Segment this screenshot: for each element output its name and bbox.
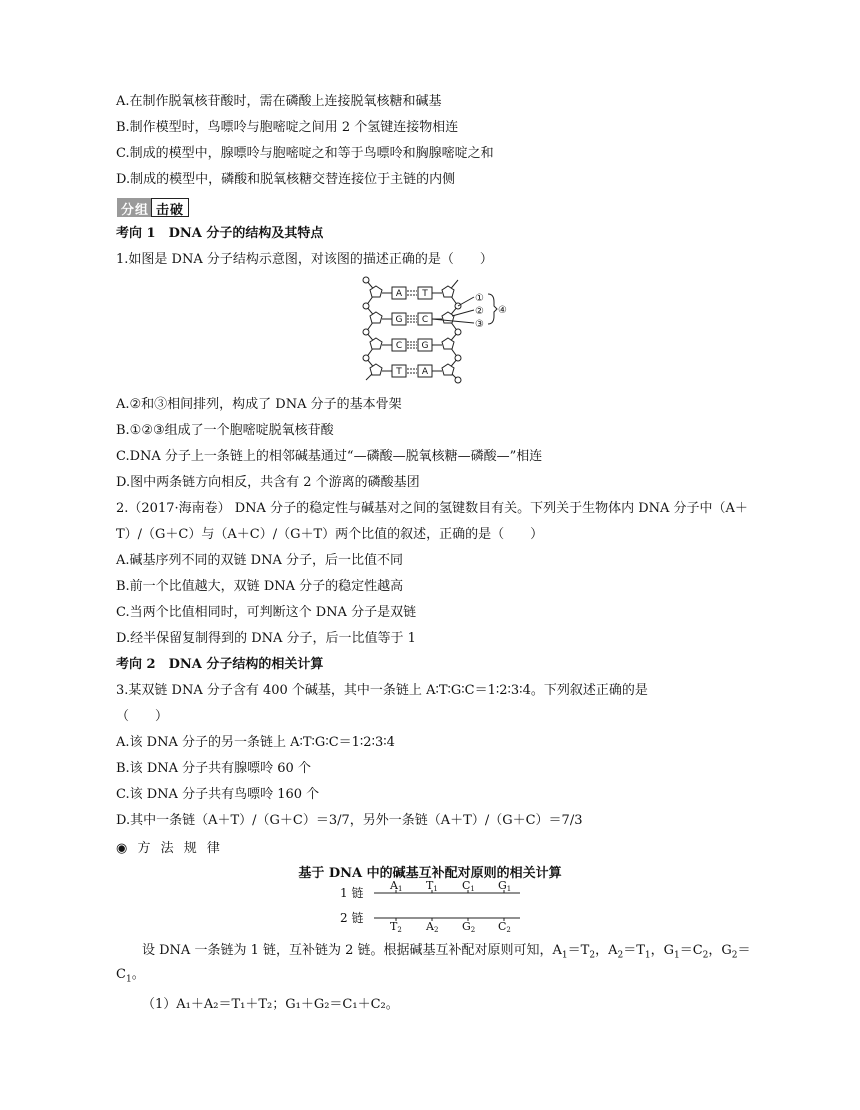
direction-2: 考向 2 DNA 分子结构的相关计算 bbox=[116, 657, 324, 672]
base-4-right: A bbox=[421, 367, 429, 377]
question-1-stem: 1.如图是 DNA 分子结构示意图，对该图的描述正确的是（ ） bbox=[116, 252, 493, 267]
top-letter-1: A bbox=[390, 880, 398, 892]
q2-option-b: B.前一个比值越大，双链 DNA 分子的稳定性越高 bbox=[116, 579, 404, 594]
section-badge bbox=[117, 198, 189, 217]
q1-option-a: A.②和③相间排列，构成了 DNA 分子的基本骨架 bbox=[116, 397, 402, 412]
svg-text:T1: T1 bbox=[426, 880, 438, 893]
option-b-top: B.制作模型时，鸟嘌呤与胞嘧啶之间用 2 个氢键连接物相连 bbox=[116, 120, 459, 135]
base-3-left: C bbox=[395, 341, 403, 351]
q3-option-b: B.该 DNA 分子共有腺嘌呤 60 个 bbox=[116, 761, 311, 776]
option-d-top: D.制成的模型中，磷酸和脱氧核糖交替连接位于主链的内侧 bbox=[116, 172, 456, 187]
svg-text:A1: A1 bbox=[390, 880, 403, 893]
top-letter-3: C bbox=[462, 880, 471, 892]
q3-option-d: D.其中一条链（A＋T）/（G＋C）＝3/7，另外一条链（A＋T）/（G＋C）＝7/3 bbox=[116, 813, 583, 828]
dna-structure-figure bbox=[352, 272, 512, 384]
q1-option-d: D.图中两条链方向相反，共含有 2 个游离的磷酸基团 bbox=[116, 475, 420, 490]
svg-text:G1: G1 bbox=[498, 880, 512, 893]
method-title: 基于 DNA 中的碱基互补配对原则的相关计算 bbox=[298, 866, 562, 881]
base-1-right: T bbox=[422, 289, 428, 299]
question-2-stem-2: T）/（G＋C）与（A＋C）/（G＋T）两个比值的叙述，正确的是（ ） bbox=[116, 527, 544, 542]
q3-option-a: A.该 DNA 分子的另一条链上 A∶T∶G∶C＝1∶2∶3∶4 bbox=[116, 735, 395, 750]
direction-1: 考向 1 DNA 分子的结构及其特点 bbox=[116, 226, 324, 241]
strand-figure bbox=[338, 880, 528, 932]
badge-part1: 分组 bbox=[117, 198, 151, 217]
paragraph-1-line-1: 设 DNA 一条链为 1 链，互补链为 2 链。根据碱基互补配对原则可知，$A_1=T_2$，$A_2=T_1$，$G_1=C_2$，$G_2=$ bbox=[142, 943, 751, 961]
base-2-right: C bbox=[421, 315, 429, 325]
bottom-letter-3: G bbox=[462, 920, 471, 932]
badge-part2: 击破 bbox=[151, 198, 189, 217]
base-4-left: T bbox=[396, 367, 402, 377]
bottom-letter-2: A bbox=[426, 920, 434, 932]
svg-text:G2: G2 bbox=[462, 920, 476, 932]
svg-text:A2: A2 bbox=[426, 920, 439, 932]
option-a-top: A.在制作脱氧核苷酸时，需在磷酸上连接脱氧核糖和碱基 bbox=[116, 94, 442, 109]
base-2-left: G bbox=[395, 315, 403, 325]
question-2-stem-1: 2.（2017·海南卷） DNA 分子的稳定性与碱基对之间的氢键数目有关。下列关于生物体内 DNA 分子中（A＋ bbox=[116, 501, 748, 516]
question-3-stem-1: 3.某双链 DNA 分子含有 400 个碱基，其中一条链上 A∶T∶G∶C＝1∶2∶3∶4。下列叙述正确的是 bbox=[116, 683, 648, 698]
base-3-right: G bbox=[421, 341, 429, 351]
q2-option-d: D.经半保留复制得到的 DNA 分子，后一比值等于 1 bbox=[116, 631, 416, 646]
bottom-letter-4: C bbox=[498, 920, 507, 932]
formula-1: （1）A₁＋A₂＝T₁＋T₂；G₁＋G₂＝C₁＋C₂。 bbox=[142, 997, 399, 1012]
chain1-label: 1 链 bbox=[340, 886, 364, 900]
base-1-left: A bbox=[395, 289, 403, 299]
question-3-stem-2: （ ） bbox=[116, 709, 169, 724]
label-4: ④ bbox=[498, 305, 507, 316]
chain2-label: 2 链 bbox=[340, 911, 364, 925]
top-letter-4: G bbox=[498, 880, 507, 892]
label-2: ② bbox=[475, 306, 484, 317]
q1-option-c: C.DNA 分子上一条链上的相邻碱基通过“—磷酸—脱氧核糖—磷酸—”相连 bbox=[116, 449, 543, 464]
top-letter-2: T bbox=[426, 880, 434, 892]
label-3: ③ bbox=[475, 319, 484, 330]
q2-option-a: A.碱基序列不同的双链 DNA 分子，后一比值不同 bbox=[116, 553, 403, 568]
method-label: ◉ 方 法 规 律 bbox=[116, 841, 223, 856]
q2-option-c: C.当两个比值相同时，可判断这个 DNA 分子是双链 bbox=[116, 605, 417, 620]
q1-option-b: B.①②③组成了一个胞嘧啶脱氧核苷酸 bbox=[116, 423, 334, 438]
q3-option-c: C.该 DNA 分子共有鸟嘌呤 160 个 bbox=[116, 787, 320, 802]
bottom-letter-1: T bbox=[390, 920, 398, 932]
svg-text:C2: C2 bbox=[498, 920, 511, 932]
paragraph-1-line-2: $C_1$。 bbox=[116, 967, 145, 985]
svg-text:T2: T2 bbox=[390, 920, 402, 932]
option-c-top: C.制成的模型中，腺嘌呤与胞嘧啶之和等于鸟嘌呤和胸腺嘧啶之和 bbox=[116, 146, 494, 161]
svg-text:C1: C1 bbox=[462, 880, 475, 893]
label-1: ① bbox=[475, 293, 484, 304]
